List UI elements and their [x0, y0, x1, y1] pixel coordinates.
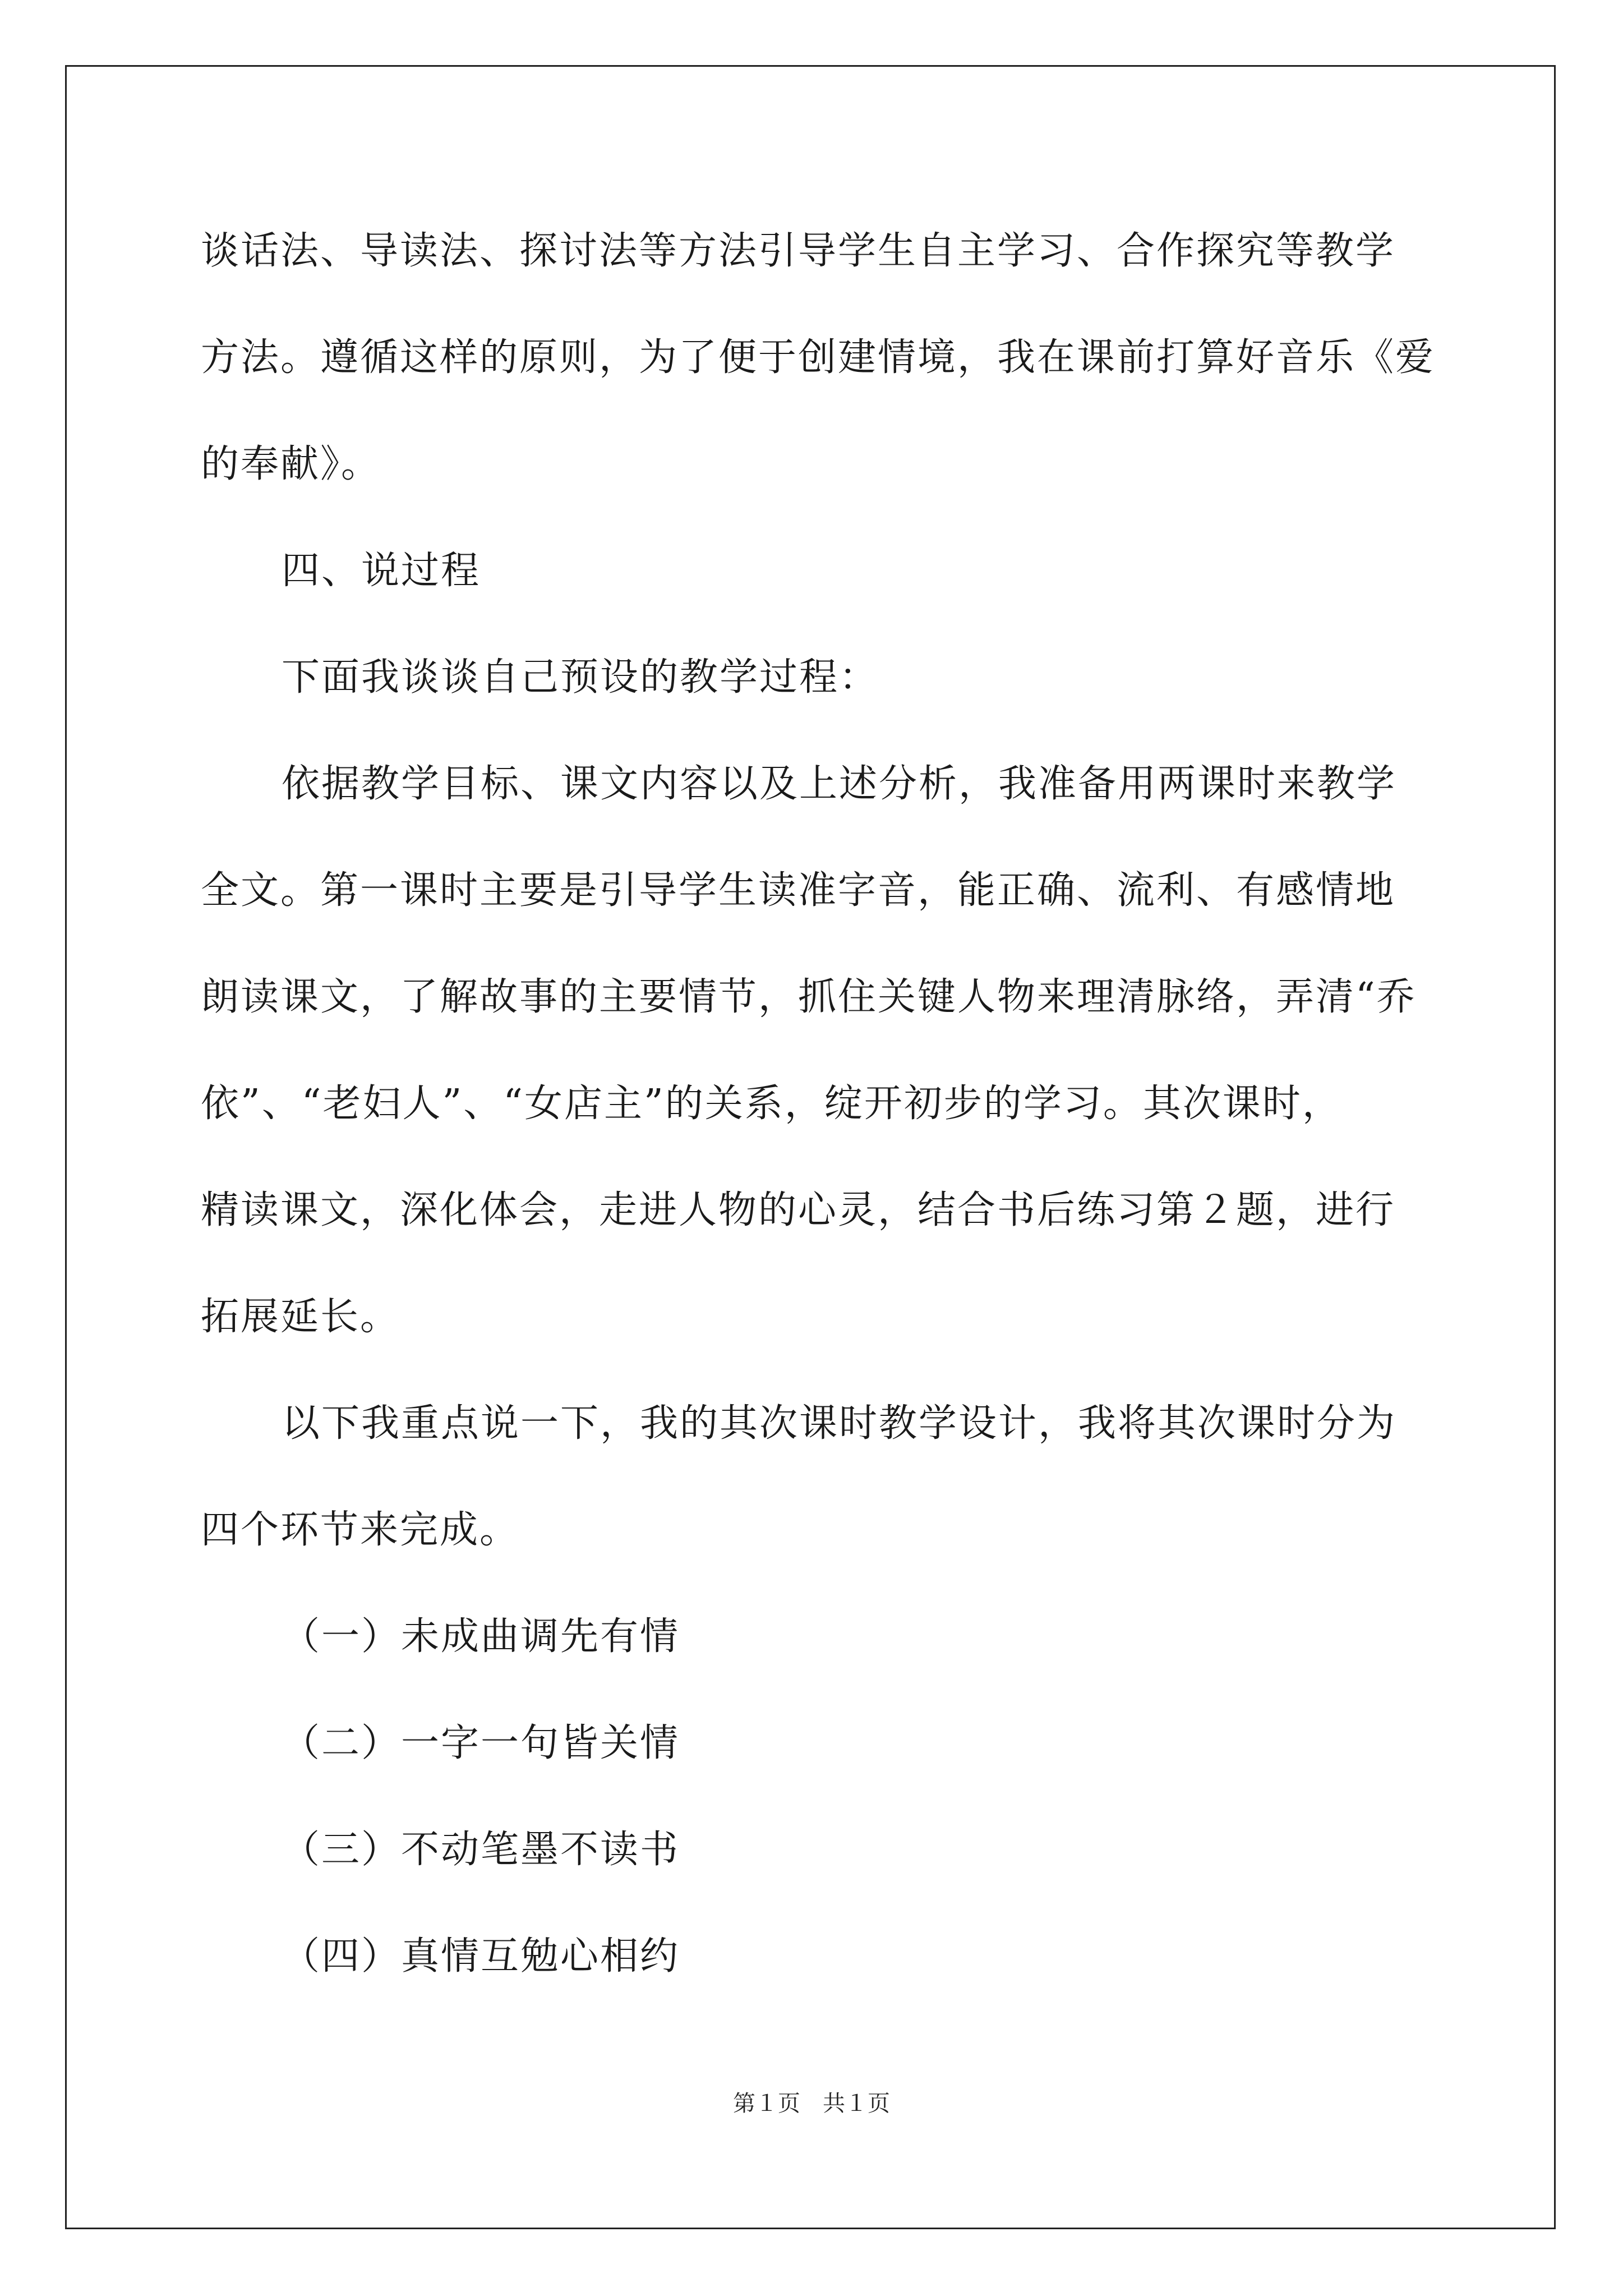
section-heading: 四、说过程 — [282, 549, 481, 593]
text-line: 方法。遵循这样的原则，为了便于创建情境，我在课前打算好音乐《爱 — [201, 335, 1436, 380]
text-line: 下面我谈谈自己预设的教学过程： — [282, 655, 879, 700]
list-item: （四）真情互勉心相约 — [282, 1934, 680, 1978]
text-line: 以下我重点说一下，我的其次课时教学设计，我将其次课时分为 — [282, 1401, 1397, 1446]
text-line: 全文。第一课时主要是引导学生读准字音，能正确、流利、有感情地 — [201, 868, 1396, 913]
text-line: 依”、“老妇人”、“女店主”的关系，绽开初步的学习。其次课时， — [201, 1082, 1342, 1126]
page-number-footer: 第１页 共１页 — [733, 2091, 890, 2116]
text-line: 精读课文，深化体会，走进人物的心灵，结合书后练习第２题，进行 — [201, 1188, 1396, 1232]
list-item: （三）不动笔墨不读书 — [282, 1828, 680, 1872]
text-line: 谈话法、导读法、探讨法等方法引导学生自主学习、合作探究等教学 — [201, 229, 1396, 273]
text-line: 的奉献》。 — [201, 442, 381, 486]
list-item: （一）未成曲调先有情 — [282, 1614, 680, 1659]
page-border — [65, 65, 1556, 2229]
text-line: 朗读课文，了解故事的主要情节，抓住关键人物来理清脉络，弄清“乔 — [201, 975, 1417, 1019]
text-line: 拓展延长。 — [201, 1295, 400, 1339]
text-line: 依据教学目标、课文内容以及上述分析，我准备用两课时来教学 — [282, 762, 1397, 806]
list-item: （二）一字一句皆关情 — [282, 1721, 680, 1765]
text-line: 四个环节来完成。 — [201, 1508, 520, 1552]
